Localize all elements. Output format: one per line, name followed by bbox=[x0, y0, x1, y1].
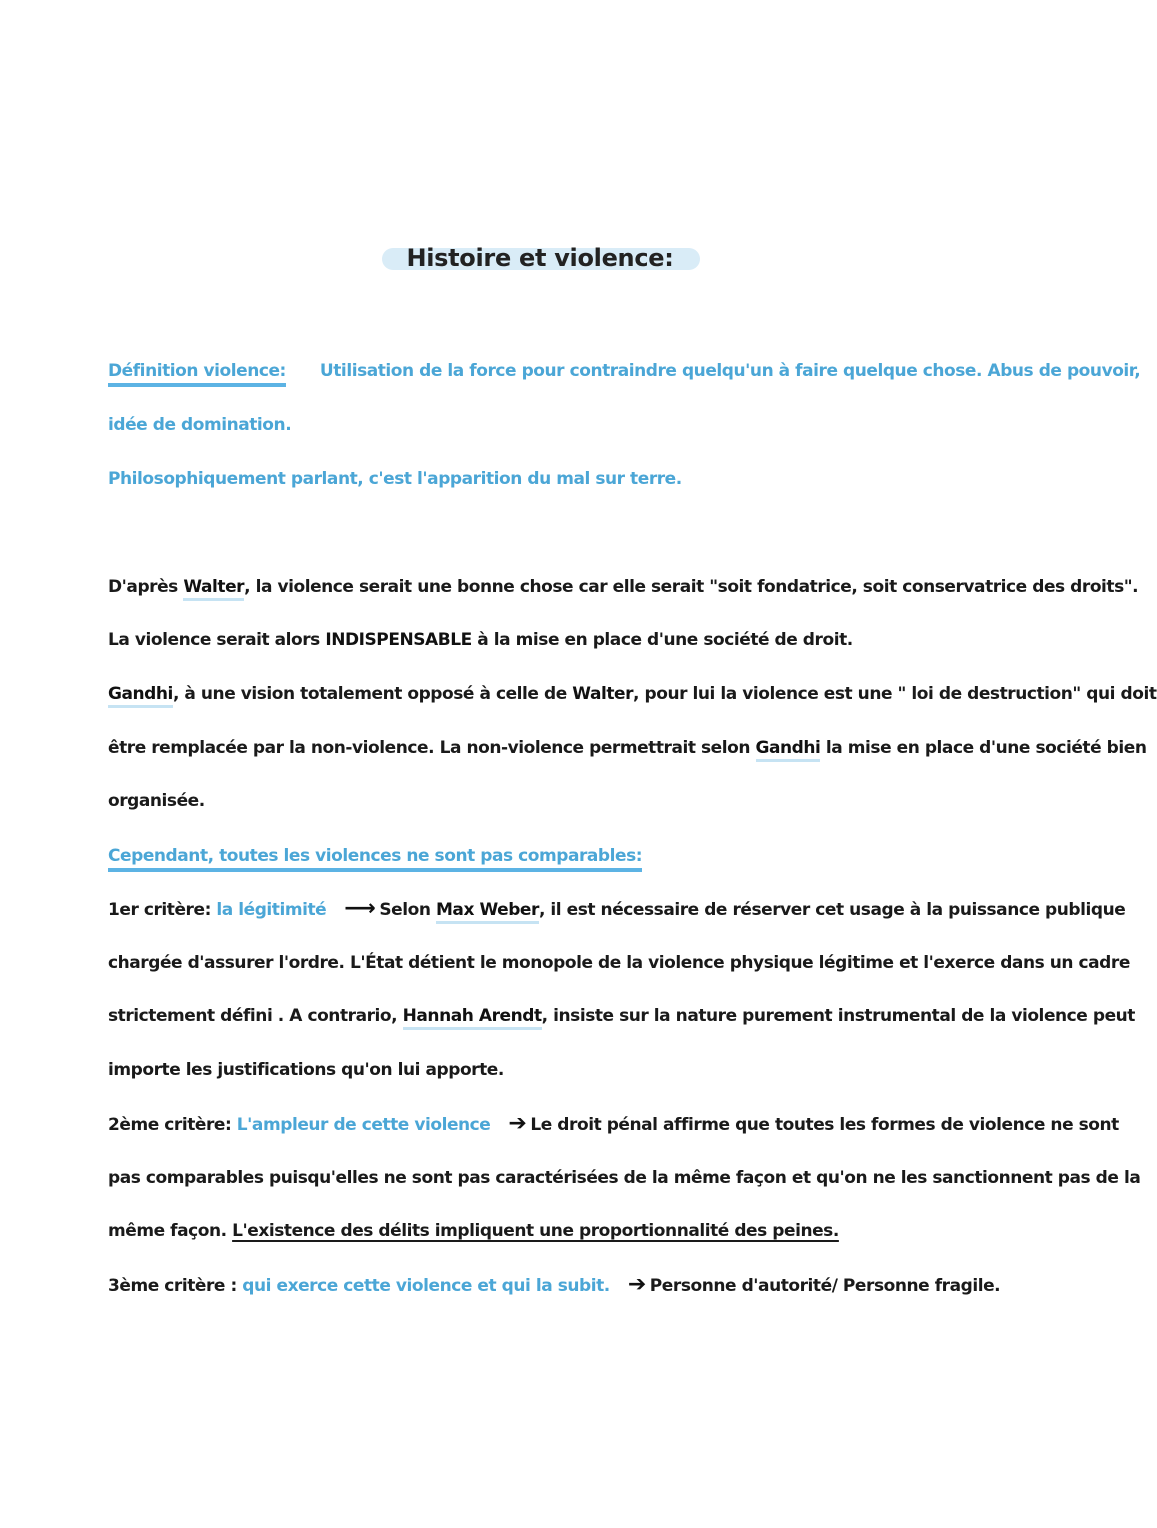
critere1-l4: importe les justifications qu'on lui apporte. bbox=[108, 1060, 504, 1080]
critere1-l3a: strictement défini . A contrario, bbox=[108, 1006, 403, 1026]
philosophy-text: Philosophiquement parlant, c'est l'apparition du mal sur terre. bbox=[108, 469, 682, 489]
walter-l2a: La violence serait alors bbox=[108, 630, 326, 650]
critere1-line-4 bbox=[108, 1059, 988, 1081]
gandhi-b: , pour lui la violence est une " loi de destruction" qui doit bbox=[633, 684, 1157, 704]
critere2-line-3 bbox=[108, 1220, 988, 1242]
gandhi-name: Gandhi bbox=[108, 684, 173, 708]
max-weber-name: Max Weber bbox=[436, 900, 539, 924]
critere1-line-2 bbox=[108, 952, 1130, 974]
gandhi-l3: organisée. bbox=[108, 791, 205, 811]
gandhi-line-1 bbox=[108, 683, 1157, 705]
critere1-l2: chargée d'assurer l'ordre. L'État détient le monopole de la violence physique légitime et l'exerce dans un cadre bbox=[108, 953, 1130, 973]
walter-text-a: D'après bbox=[108, 577, 184, 597]
critere2-line-2 bbox=[108, 1167, 1141, 1189]
gandhi-a: , à une vision totalement opposé à celle de bbox=[172, 684, 573, 704]
critere1-line-3 bbox=[108, 1005, 1135, 1027]
critere1-a: Selon bbox=[379, 900, 436, 920]
critere2-line-1 bbox=[108, 1111, 1119, 1136]
walter-line-1 bbox=[108, 576, 1139, 598]
critere1-label: 1er critère: bbox=[108, 900, 217, 920]
critere2-l3a: même façon. bbox=[108, 1221, 233, 1241]
definition-line-2 bbox=[108, 414, 988, 436]
critere3-label: 3ème critère : bbox=[108, 1276, 243, 1296]
indispensable-text: INDISPENSABLE bbox=[325, 630, 472, 650]
hannah-arendt-name: Hannah Arendt bbox=[403, 1006, 542, 1030]
gandhi-line-2 bbox=[108, 737, 1147, 759]
page-title: Histoire et violence: bbox=[392, 240, 687, 278]
critere3-topic: qui exerce cette violence et qui la subit. bbox=[242, 1276, 610, 1296]
critere1-b: , il est nécessaire de réserver cet usage à la puissance publique bbox=[538, 900, 1126, 920]
walter-text-b: , la violence serait une bonne chose car elle serait "soit fondatrice, soit conservatrice des droits". bbox=[244, 577, 1139, 597]
gandhi-l2b: la mise en place d'une société bien bbox=[820, 738, 1147, 758]
walter-l2c: à la mise en place d'une société de droit. bbox=[471, 630, 853, 650]
arrow-right-icon: ➔ bbox=[508, 1111, 527, 1136]
cependant-heading: Cependant, toutes les violences ne sont pas comparables: bbox=[108, 846, 642, 872]
gandhi-line-3 bbox=[108, 790, 988, 812]
critere2-a: Le droit pénal affirme que toutes les formes de violence ne sont bbox=[530, 1115, 1119, 1135]
cependant-line bbox=[108, 845, 988, 867]
critere1-l3b: , insiste sur la nature purement instrumental de la violence peut bbox=[541, 1006, 1135, 1026]
critere3-a: Personne d'autorité/ Personne fragile. bbox=[649, 1276, 1001, 1296]
critere2-label: 2ème critère: bbox=[108, 1115, 237, 1135]
critere2-l3b: L'existence des délits impliquent une proportionnalité des peines. bbox=[232, 1221, 839, 1241]
arrow-right-icon: ➔ bbox=[627, 1272, 646, 1297]
gandhi-l2a: être remplacée par la non-violence. La non-violence permettrait selon bbox=[108, 738, 756, 758]
critere1-topic: la légitimité bbox=[216, 900, 327, 920]
critere3-line-1 bbox=[108, 1272, 1001, 1297]
walter-line-2 bbox=[108, 629, 988, 651]
critere2-topic: L'ampleur de cette violence bbox=[236, 1115, 491, 1135]
walter-name: Walter bbox=[183, 577, 244, 601]
definition-text-cont: idée de domination. bbox=[108, 415, 292, 435]
critere2-l2: pas comparables puisqu'elles ne sont pas caractérisées de la même façon et qu'on ne les sanctionnent pas de la bbox=[108, 1168, 1141, 1188]
definition-text: Utilisation de la force pour contraindre quelqu'un à faire quelque chose. Abus de pouvoir, bbox=[319, 361, 1141, 381]
definition-line-1 bbox=[108, 360, 1141, 382]
walter-name-2: Walter bbox=[572, 684, 634, 704]
definition-line-3 bbox=[108, 468, 988, 490]
arrow-right-icon: ⟶ bbox=[344, 896, 376, 921]
gandhi-name-2: Gandhi bbox=[756, 738, 821, 762]
definition-label: Définition violence: bbox=[108, 361, 286, 387]
critere1-line-1 bbox=[108, 896, 1126, 921]
